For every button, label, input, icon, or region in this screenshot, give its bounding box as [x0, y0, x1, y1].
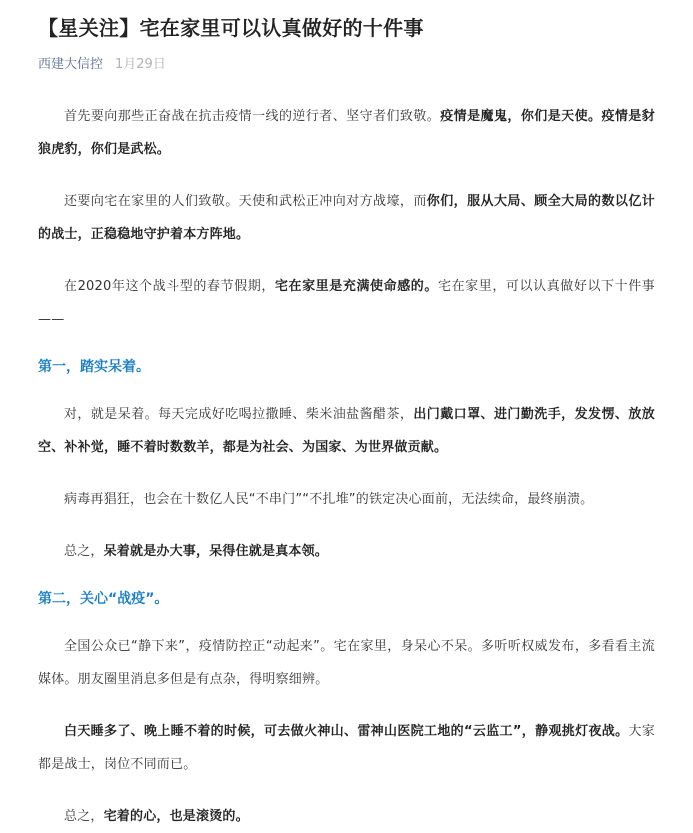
paragraph-emphasis: 宅在家里是充满使命感的。: [274, 279, 438, 294]
paragraph-emphasis: 宅着的心，也是滚烫的。: [103, 809, 249, 824]
article-title: 【星关注】宅在家里可以认真做好的十件事: [38, 16, 424, 40]
paragraph-text: 还要向宅在家里的人们致敬。天使和武松正冲向对方战壕，而: [64, 194, 427, 209]
paragraph-emphasis: 你们，服从大局、顾全大局的数以亿计的战士，正稳稳地守护着本方阵地。: [38, 194, 655, 242]
paragraph-emphasis: 出门戴口罩、进门勤洗手，发发愣、放放空、补补觉，睡不着时数数羊，都是为社会、为国家、为世界做贡献。: [38, 407, 656, 455]
paragraph-tribute-home: [38, 185, 655, 251]
paragraph-stay-home: [38, 398, 655, 464]
paragraph-text: 大家都是战士，岗位不同而已。: [38, 724, 655, 772]
paragraph-text: 总之，: [64, 544, 104, 559]
paragraph-virus: [38, 483, 655, 516]
paragraph-emphasis: 疫情是魔鬼，你们是天使。疫情是豺狼虎豹，你们是武松。: [38, 109, 655, 157]
paragraph-text: 总之，: [64, 809, 104, 824]
paragraph-text: 宅在家里，可以认真做好以下十件事——: [38, 279, 656, 327]
article-meta: [38, 56, 655, 74]
account-name-link[interactable]: 西建大信控: [38, 57, 104, 72]
paragraph-text: 对，就是呆着。每天完成好吃喝拉撒睡、柴米油盐酱醋茶，: [64, 407, 414, 422]
paragraph-summary-first: [38, 535, 655, 568]
paragraph-text: 病毒再猖狂，也会在十数亿人民“不串门”“不扎堆”的铁定决心面前，无法续命，最终崩溃。: [64, 492, 594, 507]
publish-date: 1月29日: [115, 57, 166, 72]
paragraph-emphasis: 呆着就是办大事，呆得住就是真本领。: [103, 544, 329, 559]
paragraph-text: 在2020年这个战斗型的春节假期，: [64, 279, 275, 294]
section-heading-first: 第一，踏实呆着。: [38, 359, 150, 375]
paragraph-summary-second: [38, 800, 655, 833]
paragraph-intro-ten-things: [38, 270, 655, 336]
paragraph-text: 全国公众已“静下来”，疫情防控正“动起来”。宅在家里，身呆心不呆。多听听权威发布，多看看主流媒体。朋友圈里消息多但是有点杂，得明察细辨。: [38, 639, 655, 687]
paragraph-follow-news: [38, 630, 655, 696]
article-body: [38, 100, 655, 833]
paragraph-text: 首先要向那些正奋战在抗击疫情一线的逆行者、坚守者们致敬。: [64, 109, 441, 124]
section-heading-second: 第二，关心“战疫”。: [38, 591, 169, 607]
paragraph-emphasis: 白天睡多了、晚上睡不着的时候，可去做火神山、雷神山医院工地的“云监工”，静观挑灯夜战。: [64, 724, 629, 739]
paragraph-cloud-supervisor: [38, 715, 655, 781]
paragraph-tribute-frontline: [38, 100, 655, 166]
